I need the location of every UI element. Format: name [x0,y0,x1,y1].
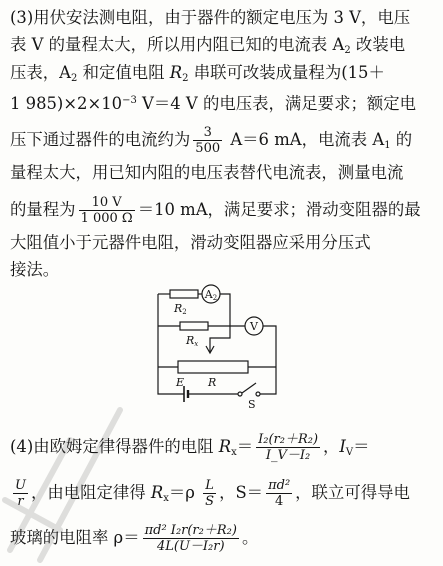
text: 改装电 [350,35,406,54]
text: 1 985)×2×10 [10,94,123,113]
p3-line-1 [10,8,437,28]
subscript: 2 [182,73,189,84]
text: ，由电阻定律得 [30,483,151,502]
p3-line-3 [10,63,437,89]
p3-line-7 [10,195,437,226]
p3-line-5 [10,125,437,156]
text: 量程太大，用已知内阻的电压表替代电流表，测量电流 [10,163,404,182]
subscript: 2 [71,73,78,84]
p3-line-2 [10,35,437,61]
text: 和定值电阻 [77,63,170,82]
fraction [266,478,292,509]
wire [263,326,276,367]
fraction [256,432,320,463]
symbol: I [339,437,346,456]
fraction [193,125,222,156]
text: A＝6 mA，电流表 A [225,130,385,149]
denominator: 500 [195,141,221,156]
p4-line-3 [10,523,437,554]
superscript: −3 [122,95,137,106]
text: 。 [241,528,259,547]
fraction [143,523,239,554]
numerator: πd² [268,478,291,493]
text: 串联可改装成量程为(15＋ [188,63,385,82]
text: 的量程为 [10,200,76,219]
denominator: S [205,494,215,509]
numerator: 3 [203,125,212,140]
text: 玻璃的电阻率 ρ＝ [10,528,140,547]
wire [220,294,230,326]
numerator: πd² I₂r(r₂＋R₂) [144,523,237,538]
subscript: V [345,447,354,458]
p3-line-4 [10,91,437,114]
text: 压下通过器件的电流约为 [10,130,191,149]
circuit-diagram [150,282,300,412]
text: ＝10 mA，满足要求；滑动变阻器的最 [137,200,421,219]
text: 压表，A [10,63,72,82]
denominator: r [13,493,28,509]
r-label: R [208,376,217,389]
r2-label: R2 [174,302,187,316]
fraction [13,478,28,509]
numerator: I₂(r₂＋R₂) [258,432,319,447]
numerator: 10 V [91,195,122,210]
fraction [79,195,135,226]
text: 的 [390,130,413,149]
text: ＝ [236,437,254,456]
fraction [203,478,216,509]
switch-blade [242,383,256,393]
symbol: R [169,63,183,82]
denominator: I_V－I₂ [256,447,320,463]
text: 接法。 [10,260,60,279]
text: ＝ρ [168,483,201,502]
denominator: 4L(U－I₂r) [143,538,239,554]
text: ，联立可得导电 [295,483,410,502]
denominator: 4 [266,493,292,509]
voltmeter-label: V [250,320,258,333]
subscript: x [163,493,169,504]
p4-line-2 [10,478,437,509]
numerator: L [205,478,214,493]
p3-line-8 [10,233,437,253]
p3-line-6 [10,163,437,183]
text: (3)用伏安法测电阻，由于器件的额定电压为 3 V，电压 [10,8,411,27]
subscript: 2 [344,45,351,56]
subscript: 1 [384,140,391,151]
text: 表 V 的量程太大，所以用内阻已知的电流表 A [10,35,345,54]
p4-line-1 [10,432,437,463]
symbol: R [218,437,232,456]
subscript: x [231,447,237,458]
text: ， [323,437,340,456]
switch-contact [256,392,260,396]
text: V＝4 V 的电压表，满足要求；额定电 [136,94,417,113]
text: (4)由欧姆定律得器件的电阻 [10,437,219,456]
denominator: 1 000 Ω [80,211,133,226]
s-label: S [248,398,256,411]
text: ，S＝ [219,483,264,502]
text: ＝ [353,437,370,456]
text: 大阻值小于元器件电阻，滑动变阻器应采用分压式 [10,233,371,252]
switch-contact [238,392,242,396]
p3-line-9 [10,260,437,280]
ammeter-label: A2 [204,288,218,302]
wire [260,367,276,394]
resistor-rx [180,322,208,330]
symbol: R [150,483,164,502]
rheostat-r [178,361,248,373]
numerator: U [15,478,26,493]
resistor-r2 [170,290,198,298]
e-label: E [176,376,185,389]
rx-label: Rx [186,334,199,348]
